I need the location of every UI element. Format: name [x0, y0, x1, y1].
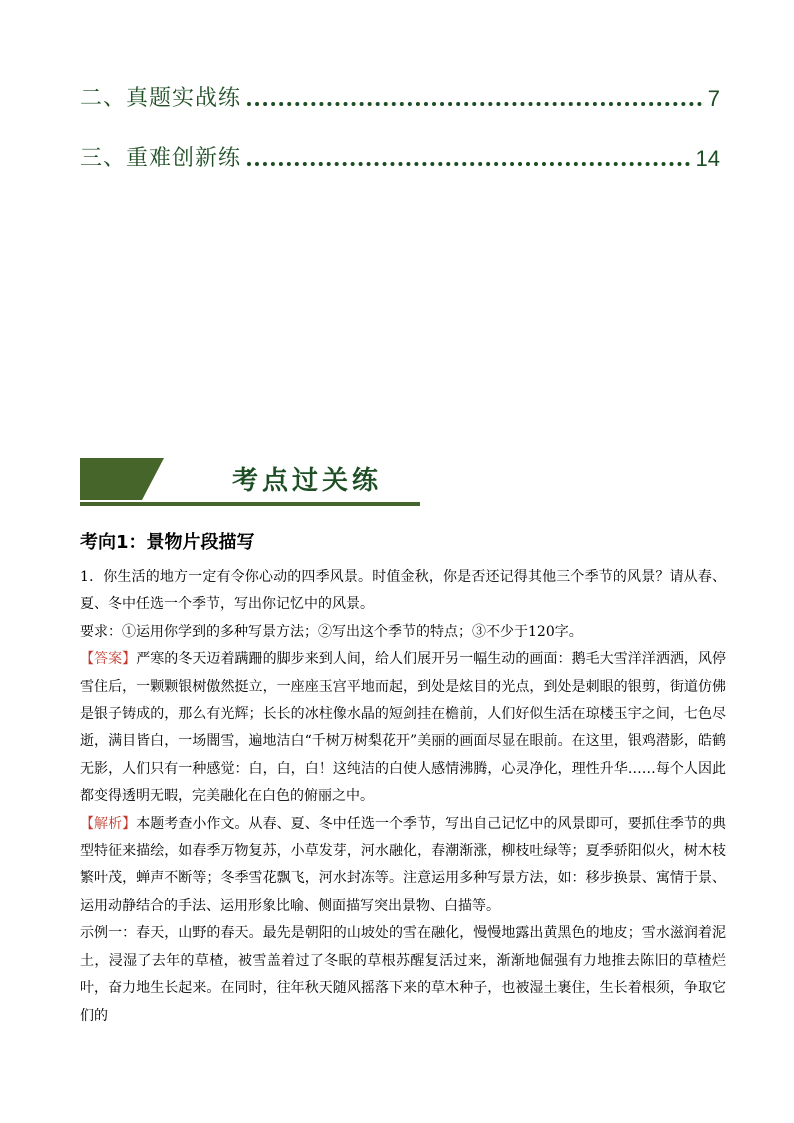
toc-page-number: 14	[695, 146, 720, 171]
toc-line-2[interactable]	[80, 76, 720, 112]
section-banner	[80, 458, 420, 508]
answer-paragraph	[80, 646, 726, 810]
example-paragraph: 示例一：春天，山野的春天。最先是朝阳的山坡处的雪在融化，慢慢地露出黄黑色的地皮；雪水滋润着泥土，浸湿了去年的草楂，被雪盖着过了冬眠的草根苏醒复活过来，渐渐地倔强有力地推去陈旧的草楂烂叶，奋力地生长起来。在同时，往年秋天随风摇落下来的草木种子，也被湿土裹住，生长着根须，争取它们的	[80, 925, 726, 1024]
question-requirement: 要求：①运用你学到的多种写景方法；②写出这个季节的特点；③不少于120字。	[80, 623, 583, 640]
toc-dots	[247, 161, 690, 166]
banner-bar	[80, 458, 142, 500]
answer-text: 严寒的冬天迈着蹒跚的脚步来到人间，给人们展开另一幅生动的画面：鹅毛大雪洋洋洒洒，风停雪住后，一颗颗银树傲然挺立，一座座玉宫平地而起，到处是炫目的光点，到处是刺眼的银剪，街道仿佛是银子铸成的，那么有光辉；长长的冰柱像水晶的短剑挂在檐前，人们好似生活在琼楼玉宇之间，七色尽逝，满目皆白，一场闇雪，遍地洁白“千树万树梨花开”美丽的画面尽显在眼前。在这里，银鸡潜影，皓鹤无影，人们只有一种感觉：白，白，白！这纯洁的白使人感情沸腾，心灵净化，理性升华……每个人因此都变得透明无暇，完美融化在白色的俯丽之中。	[80, 651, 727, 805]
document-body	[80, 564, 726, 1030]
analysis-paragraph	[80, 811, 726, 921]
section-heading: 考向1：景物片段描写	[80, 532, 255, 553]
toc-page-number: 7	[707, 86, 720, 111]
analysis-tag: 【解析】	[80, 815, 137, 832]
banner-triangle	[142, 458, 164, 500]
banner-underline	[80, 502, 420, 506]
toc-title: 二、真题实战练	[80, 86, 242, 111]
question-text: 1．你生活的地方一定有令你心动的四季风景。时值金秋，你是否还记得其他三个季节的风景？请从春、夏、冬中任选一个季节，写出你记忆中的风景。	[80, 569, 726, 613]
banner-title: 考点过关练	[232, 466, 383, 496]
toc-title: 三、重难创新练	[80, 146, 242, 171]
answer-tag: 【答案】	[80, 651, 137, 668]
analysis-text: 本题考查小作文。从春、夏、冬中任选一个季节，写出自己记忆中的风景即可，要抓住季节的典型特征来描绘，如春季万物复苏，小草发芽，河水融化，春潮渐涨，柳枝吐绿等；夏季骄阳似火，树木枝繁叶茂，蝉声不断等；冬季雪花飘飞，河水封冻等。注意运用多种写景方法，如：移步换景、寓情于景、运用动静结合的手法、运用形象比喻、侧面描写突出景物、白描等。	[80, 815, 727, 914]
toc-line-3[interactable]	[80, 136, 720, 172]
toc-dots	[247, 101, 702, 106]
